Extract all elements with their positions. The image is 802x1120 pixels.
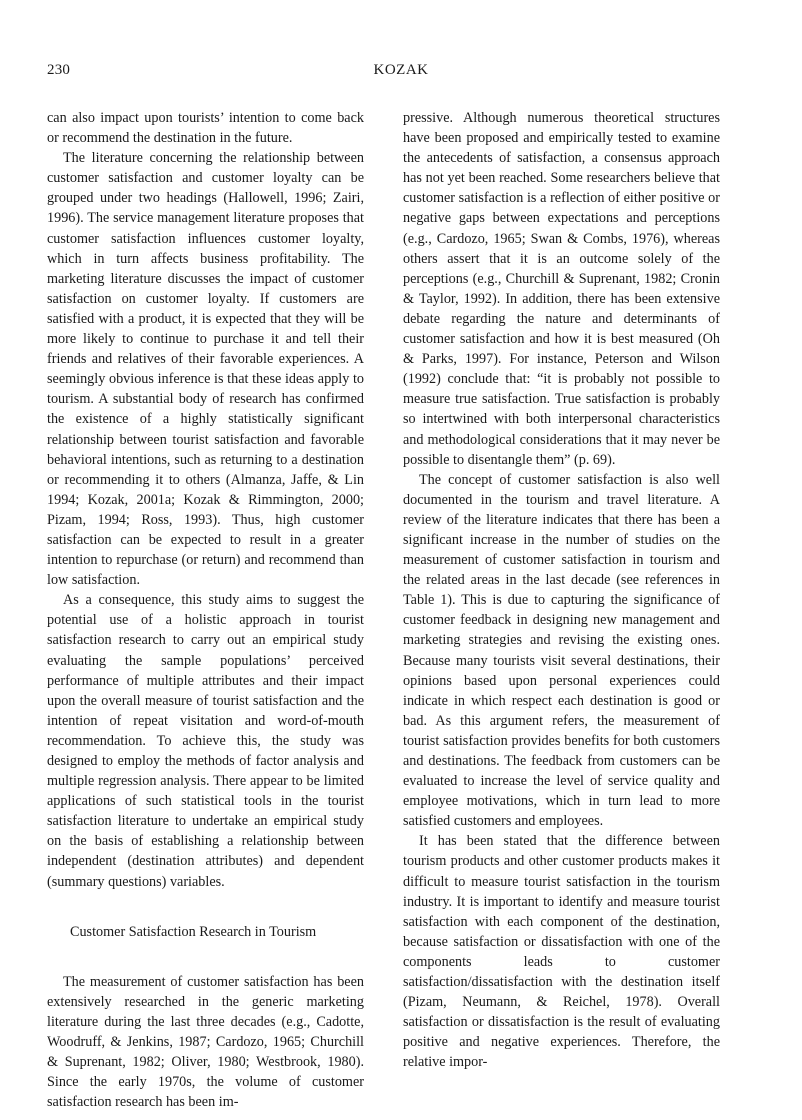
left-column [47,108,364,1112]
right-column [403,108,720,1073]
paragraph-tourism-products: It has been stated that the difference between tourism products and other customer products makes it difficult to measure tourist satisfaction in the tourism industry. It is important to identify and measure tourist satisfaction with each component of the destination, because satisfaction or dissatisfaction with one of the components leads to customer satisfaction/dissatisfaction with the destination itself (Pizam, Neumann, & Reichel, 1978). Overall satisfaction or dissatisfaction is the result of evaluating positive and negative experiences. Therefore, the relative impor- [403,833,720,1071]
paragraph-continuation-right: pressive. Although numerous theoretical structures have been proposed and empirically tested to examine the antecedents of satisfaction, a consensus approach has not yet been reached. Some researchers believe that customer satisfaction is a reflection of either positive or negative gaps between expectations and perceptions (e.g., Cardozo, 1965; Swan & Combs, 1976), whereas others assert that it is an outcome solely of the perceptions (e.g., Churchill & Suprenant, 1982; Cronin & Taylor, 1992). In addition, there has been extensive debate regarding the nature and determinants of customer satisfaction and how it is best measured (Oh & Parks, 1997). For instance, Peterson and Wilson (1992) conclude that: “it is probably not possible to measure true satisfaction. True satisfaction is probably so intertwined with both interpersonal characteristics and methodological considerations that it may never be possible to disentangle them” (p. 69). [403,110,720,468]
running-head [47,62,755,82]
paragraph-loyalty: The literature concerning the relationship between customer satisfaction and customer loyalty can be grouped under two headings (Hallowell, 1996; Zairi, 1996). The service management literature proposes that customer satisfaction influences customer loyalty, which in turn affects business profitability. The marketing literature discusses the impact of customer satisfaction on customer loyalty. If customers are satisfied with a product, it is expected that they will be more likely to continue to purchase it and tell their friends and relatives of their favorable experiences. A seemingly obvious inference is that these ideas apply to tourism. A substantial body of research has confirmed the existence of a highly statistically significant relationship between tourist satisfaction and favorable behavioral intentions, such as returning to a destination or recommending it to others (Almanza, Jaffe, & Lin 1994; Kozak, 2001a; Kozak & Rimmington, 2000; Pizam, 1994; Ross, 1993). Thus, high customer satisfaction can be expected to result in a greater intention to repurchase (or return) and recommend than low satisfaction. [47,150,364,589]
paragraph-continuation: can also impact upon tourists’ intention to come back or recommend the destination in the future. [47,110,364,147]
paragraph-study-aim: As a consequence, this study aims to suggest the potential use of a holistic approach in tourist satisfaction research to carry out an empirical study evaluating the sample populations’ perceived performance of multiple attributes and their impact upon the overall measure of tourist satisfaction and the intention of repeat visitation and word-of-mouth recommendation. To achieve this, the study was designed to employ the methods of factor analysis and multiple regression analysis. There appear to be limited applications of such statistical tools in the tourist satisfaction literature to undertake an empirical study on the basis of establishing a relationship between independent (destination attributes) and dependent (summary questions) variables. [47,592,364,890]
running-title: KOZAK [373,62,429,78]
paragraph-tourism-literature: The concept of customer satisfaction is also well documented in the tourism and travel literature. A review of the literature indicates that there has been a significant increase in the number of studies on the measurement of customer satisfaction in tourism and the related areas in the last decade (see references in Table 1). This is due to capturing the significance of customer feedback in designing new management and marketing strategies and revising the existing ones. Because many tourists visit several destinations, their opinions based upon personal experiences could indicate in which respect each destination is good or bad. As this argument refers, the measurement of tourist satisfaction provides benefits for both customers and destinations. The feedback from customers can be evaluated to increase the level of service quality and employee motivations, which in turn lead to more satisfied customers and employees. [403,471,720,830]
section-heading: Customer Satisfaction Research in Tourism [70,923,317,940]
page-number: 230 [47,62,71,78]
paragraph-measurement: The measurement of customer satisfaction has been extensively researched in the generic marketing literature during the last three decades (e.g., Cadotte, Woodruff, & Jenkins, 1987; Cardozo, 1965; Churchill & Suprenant, 1982; Oliver, 1980; Westbrook, 1980). Since the early 1970s, the volume of customer satisfaction research has been im- [47,973,364,1111]
